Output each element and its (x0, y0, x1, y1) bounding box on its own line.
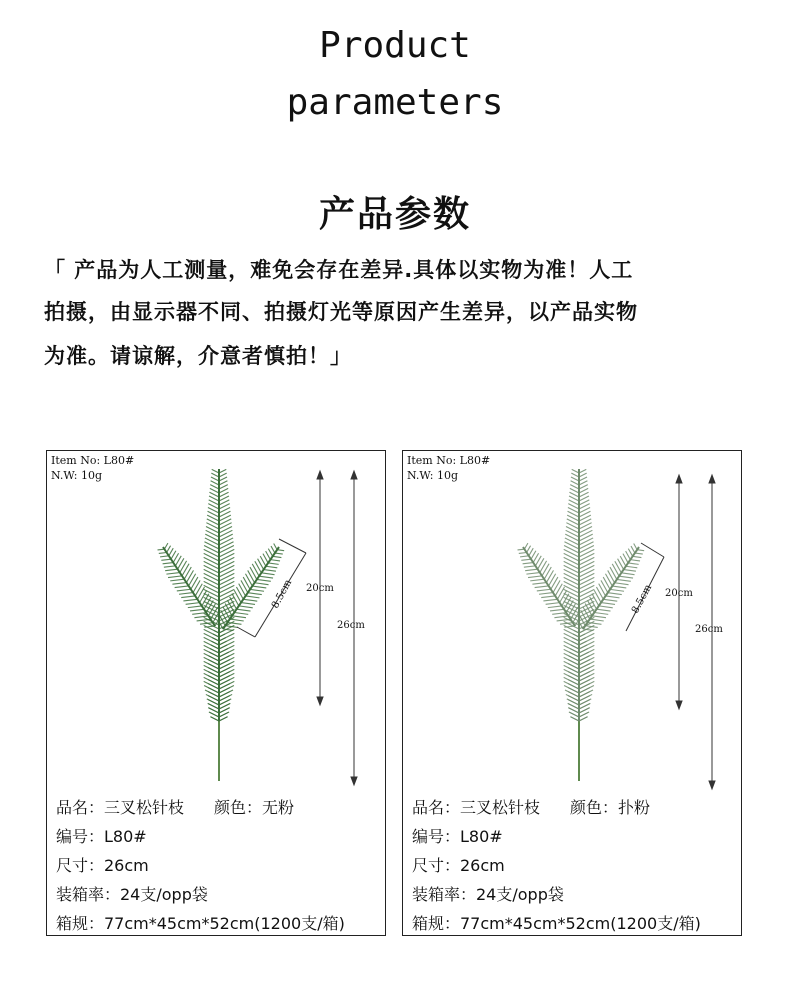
product-code: 编号：L80# (412, 827, 503, 846)
product-box-spec: 箱规：77cm*45cm*52cm(1200支/箱) (56, 914, 345, 933)
product-name: 品名：三叉松针枝 (56, 798, 185, 817)
dimension-branch-label: 8.5cm (629, 582, 655, 616)
title-english-line2: parameters (286, 82, 504, 123)
product-card-powdered (402, 450, 742, 936)
dimension-main-label: 20cm (665, 588, 693, 599)
product-packing: 装箱率：24支/opp袋 (412, 885, 564, 904)
product-size: 尺寸：26cm (56, 856, 149, 875)
title-chinese: 产品参数 (318, 193, 471, 235)
product-code: 编号：L80# (56, 827, 147, 846)
product-color: 颜色：无粉 (214, 798, 295, 817)
product-packing: 装箱率：24支/opp袋 (56, 885, 208, 904)
dimension-total-label: 26cm (695, 624, 723, 635)
notice-line-3: 为准。请谅解，介意者慎拍！」 (44, 344, 352, 368)
item-number-label: Item No: L80# (407, 454, 491, 467)
product-box-spec: 箱规：77cm*45cm*52cm(1200支/箱) (412, 914, 701, 933)
product-card-unpowdered (46, 450, 386, 936)
notice-line-2: 拍摄，由显示器不同、拍摄灯光等原因产生差异，以产品实物 (44, 300, 638, 324)
pine-branch-illustration (518, 469, 645, 781)
product-color: 颜色：扑粉 (570, 798, 651, 817)
dimension-main-label: 20cm (306, 583, 334, 594)
pine-branch-image (47, 451, 385, 791)
dimension-total-label: 26cm (337, 620, 365, 631)
product-size: 尺寸：26cm (412, 856, 505, 875)
pine-branch-image (403, 451, 741, 791)
product-name-row (412, 795, 650, 818)
dimension-branch-label: 8.5cm (269, 577, 295, 611)
net-weight-label: N.W: 10g (51, 469, 103, 482)
product-name-row (56, 795, 294, 818)
title-english-line1: Product (319, 25, 471, 66)
notice-line-1: 「 产品为人工测量，难免会存在差异.具体以实物为准！人工 (44, 258, 634, 282)
pine-branch-illustration (158, 469, 285, 781)
item-number-label: Item No: L80# (51, 454, 135, 467)
product-name: 品名：三叉松针枝 (412, 798, 541, 817)
net-weight-label: N.W: 10g (407, 469, 459, 482)
